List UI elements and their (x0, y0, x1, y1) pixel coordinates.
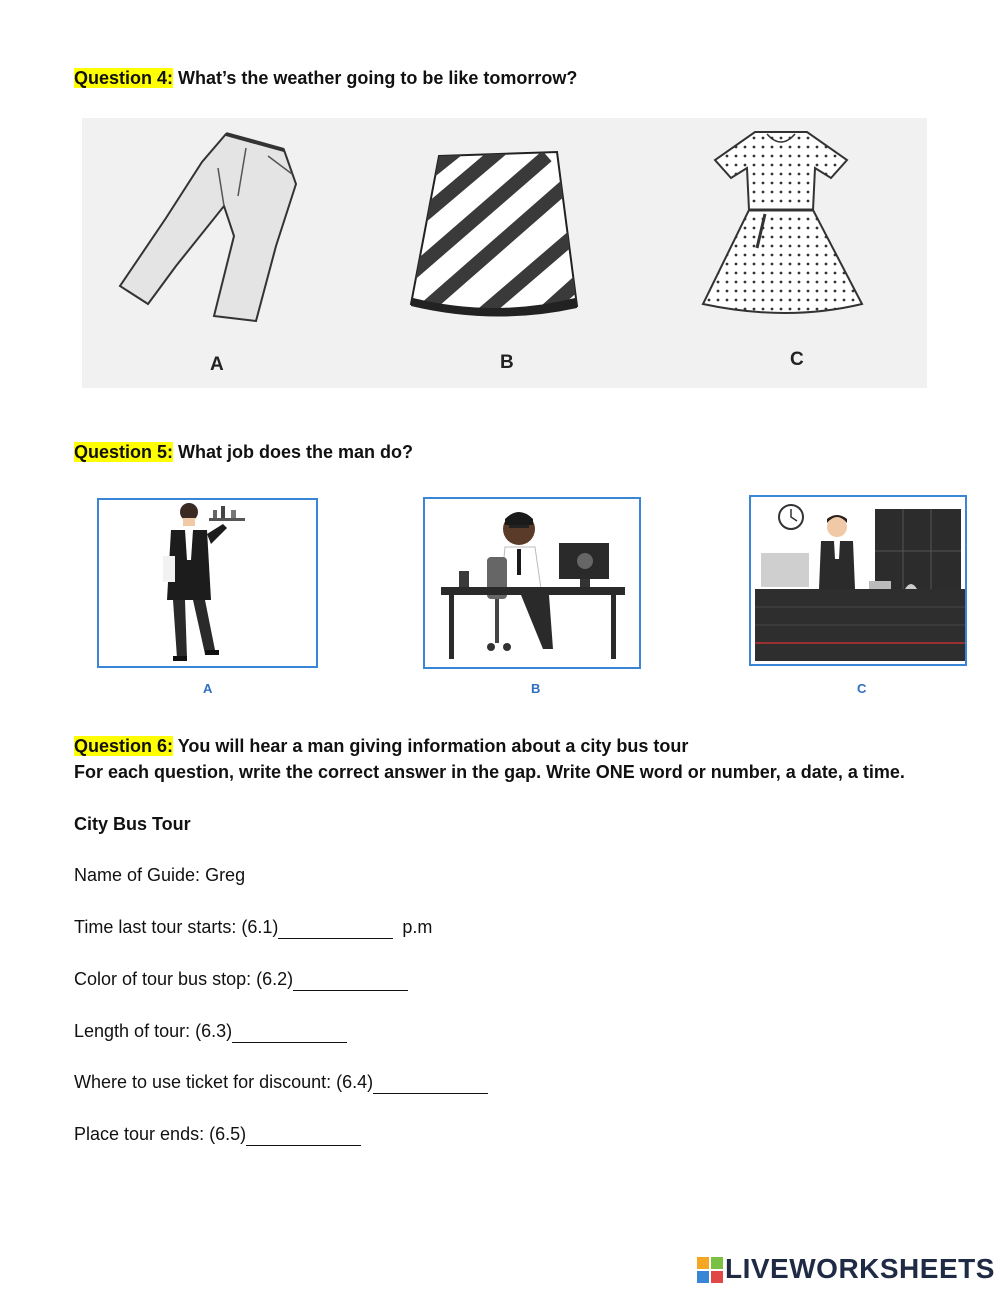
question-5-line (74, 442, 413, 463)
city-bus-tour-heading: City Bus Tour (74, 814, 191, 834)
liveworksheets-logo (697, 1253, 997, 1287)
question-5-option-b[interactable]: B (531, 681, 541, 696)
question-4-line (74, 68, 577, 89)
item-6-3 (74, 1021, 347, 1043)
guide-name: Name of Guide: Greg (74, 865, 246, 885)
question-4-image-panel (82, 118, 927, 388)
question-4-option-b[interactable]: B (500, 352, 514, 373)
item-6-1-suffix: p.m (402, 917, 433, 937)
question-6-line (74, 736, 688, 757)
item-6-5 (74, 1124, 361, 1146)
question-5-option-c[interactable]: C (857, 681, 867, 696)
item-6-1-label: Time last tour starts: (6.1) (74, 917, 279, 937)
question-6-number: Question 6: (74, 736, 174, 756)
item-6-2 (74, 969, 408, 991)
question-6-text: You will hear a man giving information about a city bus tour (177, 736, 689, 756)
question-4-option-c[interactable]: C (790, 349, 804, 370)
question-5-number: Question 5: (74, 442, 174, 462)
question-5-option-b-image[interactable] (423, 497, 641, 669)
answer-6-5-input[interactable] (246, 1127, 361, 1146)
item-6-4-label: Where to use ticket for discount: (6.4) (74, 1072, 374, 1092)
item-6-1 (74, 917, 432, 939)
answer-6-3-input[interactable] (232, 1024, 347, 1043)
question-6-instruction: For each question, write the correct answer in the gap. Write ONE word or number, a date, a time. (74, 762, 905, 782)
answer-6-1-input[interactable] (278, 920, 393, 939)
office-worker-icon (425, 499, 639, 667)
receptionist-icon (751, 497, 965, 664)
trousers-icon (106, 126, 306, 326)
question-5-option-c-image[interactable] (749, 495, 967, 666)
waiter-icon (99, 500, 316, 666)
question-5-text: What job does the man do? (178, 442, 414, 462)
striped-skirt-icon (407, 146, 582, 321)
question-4-text: What’s the weather going to be like tomorrow? (178, 68, 578, 88)
item-6-4 (74, 1072, 488, 1094)
logo-text: LIVEWORKSHEETS (725, 1253, 995, 1284)
question-5-option-a-image[interactable] (97, 498, 318, 668)
logo-blocks-icon (697, 1257, 723, 1283)
answer-6-2-input[interactable] (293, 972, 408, 991)
question-4-number: Question 4: (74, 68, 174, 88)
question-4-option-a[interactable]: A (210, 354, 224, 375)
polka-dot-dress-icon (697, 126, 872, 326)
item-6-3-label: Length of tour: (6.3) (74, 1021, 233, 1041)
answer-6-4-input[interactable] (373, 1075, 488, 1094)
question-5-option-a[interactable]: A (203, 681, 213, 696)
item-6-2-label: Color of tour bus stop: (6.2) (74, 969, 294, 989)
item-6-5-label: Place tour ends: (6.5) (74, 1124, 247, 1144)
